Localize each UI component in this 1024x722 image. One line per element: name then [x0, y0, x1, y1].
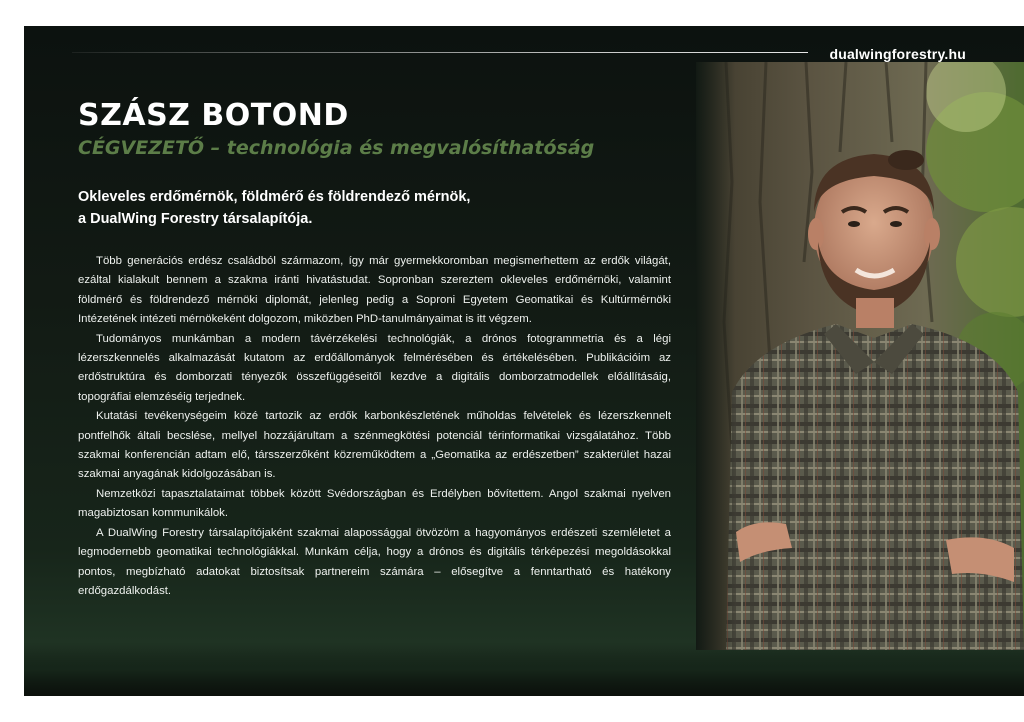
bio-paragraph: A DualWing Forestry társalapítójaként szakmai alapossággal ötvözöm a hagyományos erdészeti szemléletet a legmodernebb geomatikai technológiákkal. Munkám célja, hogy a drónos és digitális térképezési megoldásokkal pontos, megbízható adatokat biztosítsak partnereim számára – elősegítve a fenntartható és hatékony erdőgazdálkodást. — [78, 526, 671, 597]
header-rule — [72, 52, 808, 53]
portrait-photo — [696, 62, 1024, 650]
bio-body — [78, 252, 671, 601]
website-url[interactable]: dualwingforestry.hu — [829, 46, 966, 62]
bio-paragraph: Kutatási tevékenységeim közé tartozik az erdők karbonkészletének műholdas felvételek és lézerszkennelt pontfelhők általi becslése, mellyel hozzájárultam a szénmegkötési potenciál térinformatikai vizsgálatához. Több szakmai konferencián adtam elő, társszerzőként közreműködtem a „Geomatika az erdészetben” szakterület hazai szakmai anyagának kidolgozásában is. — [78, 410, 671, 481]
job-title: CÉGVEZETŐ – technológia és megvalósíthatóság — [78, 137, 595, 159]
person-name: SZÁSZ BOTOND — [78, 98, 349, 133]
intro-text — [78, 186, 638, 230]
bio-paragraph: Tudományos munkámban a modern távérzékelési technológiák, a drónos fotogrammetria és a légi lézerszkennelés alkalmazását kutatom az erdőállományok felmérésében és értékelésében. Publikációim az erdőstruktúra és domborzati tényezők összefüggéseitől kezdve a digitális domborzatmodellek előállításáig, topográfiai elemzéséig terjednek. — [78, 332, 671, 403]
intro-line-1: Okleveles erdőmérnök, földmérő és földrendező mérnök, — [78, 189, 471, 205]
bio-paragraph: Nemzetközi tapasztalataimat többek között Svédországban és Erdélyben bővítettem. Angol szakmai nyelven magabiztosan kommunikálok. — [78, 487, 671, 520]
bio-paragraph: Több generációs erdész családból származom, így már gyermekkoromban megismerhettem az erdők világát, ezáltal kialakult bennem a szakma iránti hivatástudat. Sopronban szereztem okleveles erdőmérnöki, valamint földmérő és földrendező mérnöki diplomát, jelenleg pedig a Soproni Egyetem Geomatikai és Kultúrmérnöki Intézetének intézeti mérnökeként dolgozom, miközben PhD-tanulmányaimat is itt végzem. — [78, 255, 671, 326]
intro-line-2: a DualWing Forestry társalapítója. — [78, 211, 313, 227]
profile-page — [24, 26, 1024, 696]
